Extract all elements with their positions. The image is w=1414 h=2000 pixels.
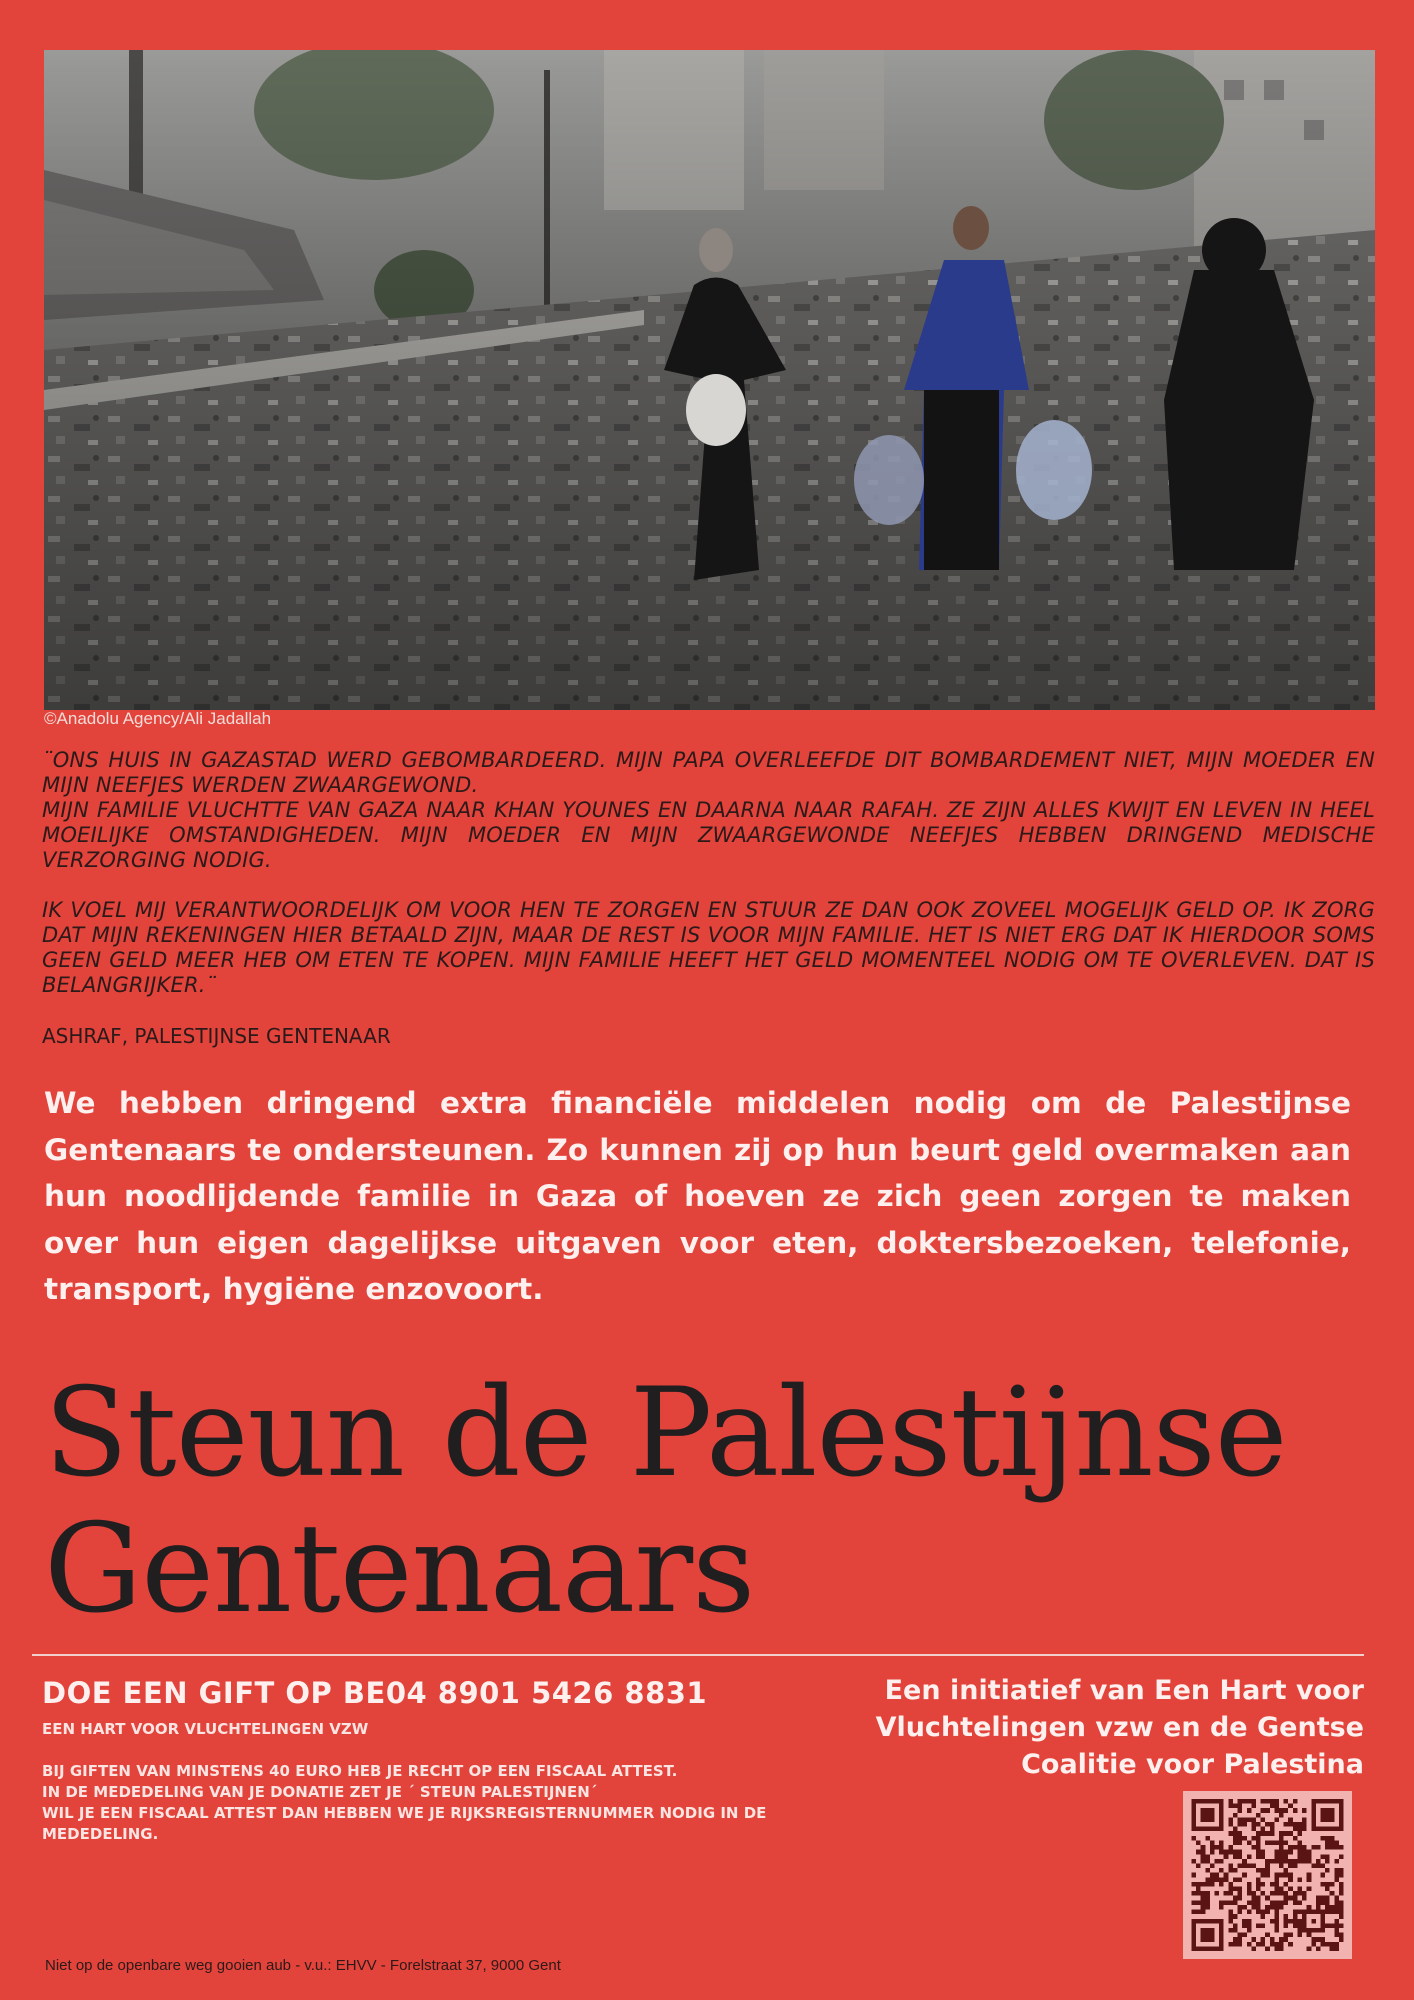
donation-iban: DOE EEN GIFT OP BE04 8901 5426 8831 xyxy=(42,1676,708,1710)
fiscal-info xyxy=(42,1761,782,1845)
fiscal-line-1: BIJ GIFTEN VAN MINSTENS 40 EURO HEB JE RECHT OP EEN FISCAAL ATTEST. xyxy=(42,1762,678,1780)
photo-credit: ©Anadolu Agency/Ali Jadallah xyxy=(44,709,272,728)
initiative-line-2: Vluchtelingen vzw en de Gentse xyxy=(875,1712,1364,1743)
testimonial-quote xyxy=(42,748,1375,998)
headline-line-1: Steun de Palestijnse xyxy=(44,1362,1287,1505)
war-rubble-photo-icon xyxy=(44,50,1375,710)
initiative-line-1: Een initiatief van Een Hart voor xyxy=(884,1675,1364,1706)
news-photo xyxy=(44,50,1375,710)
initiative-line-3: Coalitie voor Palestina xyxy=(1021,1749,1364,1780)
qr-code-icon xyxy=(1191,1799,1344,1951)
quote-paragraph-2: MIJN FAMILIE VLUCHTTE VAN GAZA NAAR KHAN YOUNES EN DAARNA NAAR RAFAH. ZE ZIJN ALLES KWIJT EN LEVEN IN HEEL MOEILIJKE OMSTANDIGHEDEN. MIJN MOEDER EN MIJN ZWAARGEWONDE NEEFJES HEBBEN DRINGEND MEDISCHE VERZORGING NODIG. xyxy=(42,798,1375,872)
qr-code[interactable] xyxy=(1183,1791,1352,1959)
quote-paragraph-1: ¨ONS HUIS IN GAZASTAD WERD GEBOMBARDEERD. MIJN PAPA OVERLEEFDE DIT BOMBARDEMENT NIET, MIJN MOEDER EN MIJN NEEFJES WERDEN ZWAARGEWOND. xyxy=(42,748,1375,797)
quote-paragraph-3: IK VOEL MIJ VERANTWOORDELIJK OM VOOR HEN TE ZORGEN EN STUUR ZE DAN OOK ZOVEEL MOGELIJK GELD OP. IK ZORG DAT MIJN REKENINGEN HIER BETAALD ZIJN, MAAR DE REST IS VOOR MIJN FAMILIE. HET IS NIET ERG DAT IK HIERDOOR SOMS GEEN GELD MEER HEB OM ETEN TE KOPEN. MIJN FAMILIE HEEFT HET GELD MOMENTEEL NODIG OM TE OVERLEVEN. DAT IS BELANGRIJKER.¨ xyxy=(42,898,1375,997)
quote-author: ASHRAF, PALESTIJNSE GENTENAAR xyxy=(42,1024,391,1048)
headline-line-2: Gentenaars xyxy=(44,1498,755,1641)
appeal-text: We hebben dringend extra financiële middelen nodig om de Palestijnse Gentenaars te ondersteunen. Zo kunnen zij op hun beurt geld overmaken aan hun noodlijdende familie in Gaza of hoeven ze zich geen zorgen te maken over hun eigen dagelijkse uitgaven voor eten, doktersbezoeken, telefonie, transport, hygiëne enzovoort. xyxy=(44,1086,1351,1306)
fiscal-line-2: IN DE MEDEDELING VAN JE DONATIE ZET JE ´ STEUN PALESTIJNEN´ xyxy=(42,1783,598,1801)
divider xyxy=(32,1654,1364,1656)
fiscal-line-3: WIL JE EEN FISCAAL ATTEST DAN HEBBEN WE JE RIJKSREGISTERNUMMER NODIG IN DE MEDEDELING. xyxy=(42,1804,767,1843)
headline xyxy=(44,1362,1384,1641)
donation-org: EEN HART VOOR VLUCHTELINGEN VZW xyxy=(42,1720,369,1738)
footer-disclaimer: Niet op de openbare weg gooien aub - v.u.: EHVV - Forelstraat 37, 9000 Gent xyxy=(45,1957,561,1974)
initiative-text xyxy=(824,1672,1364,1783)
